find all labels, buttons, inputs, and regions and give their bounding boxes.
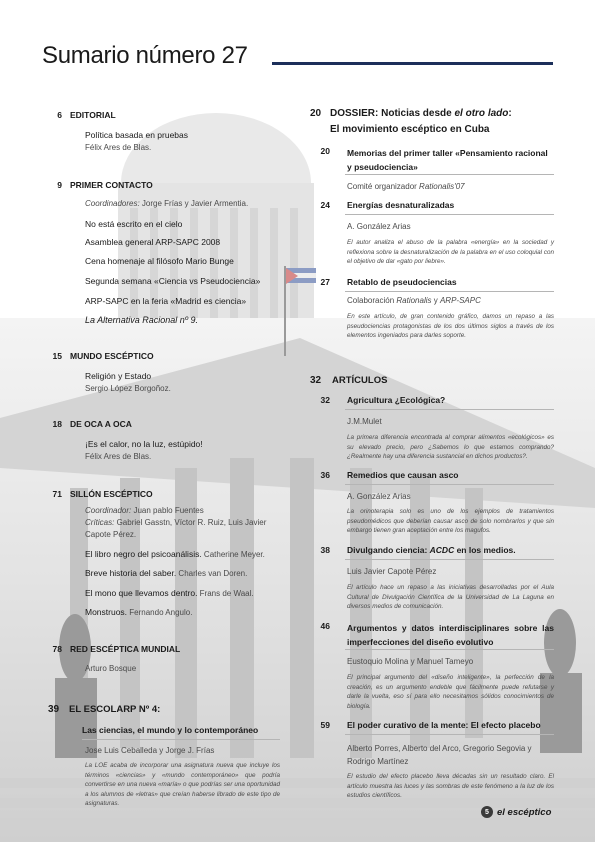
section-critics-cont: Capote Pérez.: [85, 530, 137, 539]
toc-item-author: Félix Ares de Blas.: [85, 452, 152, 461]
toc-item-title[interactable]: Cena homenaje al filósofo Mario Bunge: [85, 256, 234, 266]
section-sillon-esceptico[interactable]: SILLÓN ESCÉPTICO: [70, 489, 153, 499]
toc-item-title[interactable]: Religión y Estado: [85, 371, 152, 381]
section-page-number: 9: [57, 180, 62, 190]
toc-item-author: Félix Ares de Blas.: [85, 143, 152, 152]
toc-item-author: Comité organizador Rationalis'07: [347, 182, 465, 191]
toc-item-title[interactable]: Política basada en pruebas: [85, 130, 189, 140]
entry-page-number: 59: [320, 720, 330, 730]
toc-item-title[interactable]: El libro negro del psicoanálisis. Catherine Meyer.: [85, 549, 265, 559]
toc-item-title[interactable]: El mono que llevamos dentro. Frans de Waal.: [85, 588, 254, 598]
section-coordinators: Coordinador: Juan pablo Fuentes: [85, 506, 204, 515]
section-editorial[interactable]: EDITORIAL: [70, 110, 116, 120]
toc-item-author: Luis Javier Capote Pérez: [347, 567, 437, 576]
toc-item-title[interactable]: Argumentos y datos interdisciplinares sobre las imperfecciones del diseño evolutivo: [347, 623, 554, 647]
toc-item-title[interactable]: Monstruos. Fernando Angulo.: [85, 607, 193, 617]
section-page-number: 6: [57, 110, 62, 120]
page-title: Sumario número 27: [42, 42, 248, 69]
divider: [345, 214, 554, 215]
toc-item-abstract: La LOE acaba de incorporar una asignatura nueva que incluye los términos «ciencias» y «mundo contemporáneo» que podría convertirse en una nueva «maría» o que podrías ser una oportunidad a los alumnos de «letras» que creían haberse librado de este tipo de asignaturas.: [85, 762, 280, 808]
toc-item-abstract: En este artículo, de gran contenido gráfico, damos un repaso a las pseudociencias protagonistas de los dos últimos siglos a través de los elementos ingeniados para darles soporte.: [347, 313, 554, 340]
toc-item-title[interactable]: Segunda semana «Ciencia vs Pseudociencia»: [85, 276, 261, 286]
toc-item-title[interactable]: ¡Es el calor, no la luz, estúpido!: [85, 439, 203, 449]
divider: [82, 739, 280, 740]
entry-page-number: 20: [320, 146, 330, 156]
toc-item-author: J.M.Mulet: [347, 417, 382, 426]
section-red-esceptica-mundial[interactable]: RED ESCÉPTICA MUNDIAL: [70, 644, 181, 654]
toc-item-title[interactable]: La Alternativa Racional nº 9.: [85, 315, 199, 325]
toc-item-abstract: El principal argumento del «diseño inteligente», la perfección de la creación, es un argumento endeble que fácilmente puede refutarse y darle la vuelta, eso sí para ello necesitamos sólidos conocimientos de biología.: [347, 674, 554, 710]
section-coordinators: Coordinadores: Jorge Frías y Javier Armentia.: [85, 199, 249, 208]
toc-item-author: Alberto Porres, Alberto del Arco, Gregorio Segovia y Rodrigo Martínez: [347, 744, 532, 766]
toc-item-author: Colaboración Rationalis y ARP-SAPC: [347, 296, 481, 305]
toc-item-author: A. González Arias: [347, 492, 411, 501]
toc-item-abstract: El artículo hace un repaso a las iniciativas desarrolladas por el Aula Cultural de Divulgación Científica de la Universidad de La Laguna en diversos medios de comunicación.: [347, 584, 554, 611]
toc-item-author: A. González Arias: [347, 222, 411, 231]
entry-page-number: 38: [320, 545, 330, 555]
page-number-badge: 5: [481, 806, 493, 818]
section-de-oca-a-oca[interactable]: DE OCA A OCA: [70, 419, 132, 429]
toc-item-title[interactable]: Asamblea general ARP-SAPC 2008: [85, 237, 221, 247]
toc-item-title[interactable]: ARP-SAPC en la feria «Madrid es ciencia»: [85, 296, 247, 306]
section-page-number: 18: [52, 419, 62, 429]
divider: [345, 734, 554, 735]
toc-item-abstract: La primera diferencia encontrada al comprar alimentos «ecológicos» es su elevado precio, pero ¿Sabemos lo que estamos comprando? ¿Realmente hay una diferencia sustancial en dichos productos?.: [347, 434, 554, 461]
toc-item-author: Jose Luis Ceballeda y Jorge J. Frías: [85, 746, 215, 755]
title-rule: [272, 62, 553, 65]
section-primer-contacto[interactable]: PRIMER CONTACTO: [70, 180, 153, 190]
divider: [345, 291, 554, 292]
divider: [345, 649, 554, 650]
section-articulos[interactable]: ARTÍCULOS: [332, 375, 388, 386]
toc-item-author: Sergio López Borgoñoz.: [85, 384, 171, 393]
toc-item-title[interactable]: No está escrito en el cielo: [85, 219, 183, 229]
divider: [345, 409, 554, 410]
entry-page-number: 36: [320, 470, 330, 480]
toc-item-title[interactable]: Divulgando ciencia: ACDC en los medios.: [347, 545, 516, 555]
toc-item-title[interactable]: Breve historia del saber. Charles van Doren.: [85, 568, 248, 578]
toc-item-author: Eustoquio Molina y Manuel Tameyo: [347, 657, 474, 666]
dossier-title[interactable]: DOSSIER: Noticias desde el otro lado:: [330, 108, 512, 119]
toc-item-title[interactable]: Retablo de pseudociencias: [347, 277, 457, 287]
section-mundo-esceptico[interactable]: MUNDO ESCÉPTICO: [70, 351, 154, 361]
section-page-number: 39: [48, 704, 60, 715]
toc-item-title[interactable]: Remedios que causan asco: [347, 470, 459, 480]
dossier-subtitle[interactable]: El movimiento escéptico en Cuba: [330, 124, 490, 135]
divider: [345, 484, 554, 485]
section-el-escolarp[interactable]: EL ESCOLARP Nº 4:: [69, 704, 161, 715]
toc-item-author: Arturo Bosque: [85, 664, 137, 673]
toc-item-abstract: El autor analiza el abuso de la palabra «energía» en la sociedad y reflexiona sobre la desnaturalización de la palabra en el uso coloquial con el objetivo de dar «gato por liebre».: [347, 239, 554, 266]
toc-item-title[interactable]: Energías desnaturalizadas: [347, 200, 455, 210]
entry-page-number: 32: [320, 395, 330, 405]
magazine-brand: el escéptico: [497, 806, 552, 818]
section-page-number: 20: [310, 108, 322, 119]
entry-page-number: 27: [320, 277, 330, 287]
section-page-number: 32: [310, 375, 322, 386]
toc-item-title[interactable]: Memorias del primer taller «Pensamiento racional y pseudociencia»: [347, 148, 548, 172]
divider: [345, 559, 554, 560]
section-page-number: 15: [52, 351, 62, 361]
section-page-number: 71: [52, 489, 62, 499]
toc-item-title[interactable]: Agricultura ¿Ecológica?: [347, 395, 446, 405]
toc-item-abstract: La orinoterapia solo es uno de los ejemplos de tratamientos pseudomédicos que deberían causar asco de solo nombrarlos y que sin embargo tienen gran aceptación entre los magufos.: [347, 508, 554, 535]
section-page-number: 78: [52, 644, 62, 654]
toc-item-abstract: El estudio del efecto placebo lleva décadas sin un resultado claro. El artículo muestra las luces y las sombras de este fenómeno a la luz de los estudios científicos.: [347, 773, 554, 800]
divider: [345, 174, 554, 175]
page-footer: [481, 806, 551, 818]
entry-page-number: 46: [320, 621, 330, 631]
toc-item-title[interactable]: Las ciencias, el mundo y lo contemporáneo: [82, 725, 259, 735]
section-critics: Críticas: Gabriel Gasstn, Víctor R. Ruiz, Luis Javier: [85, 518, 267, 527]
entry-page-number: 24: [320, 200, 330, 210]
toc-item-title[interactable]: El poder curativo de la mente: El efecto placebo: [347, 720, 541, 730]
